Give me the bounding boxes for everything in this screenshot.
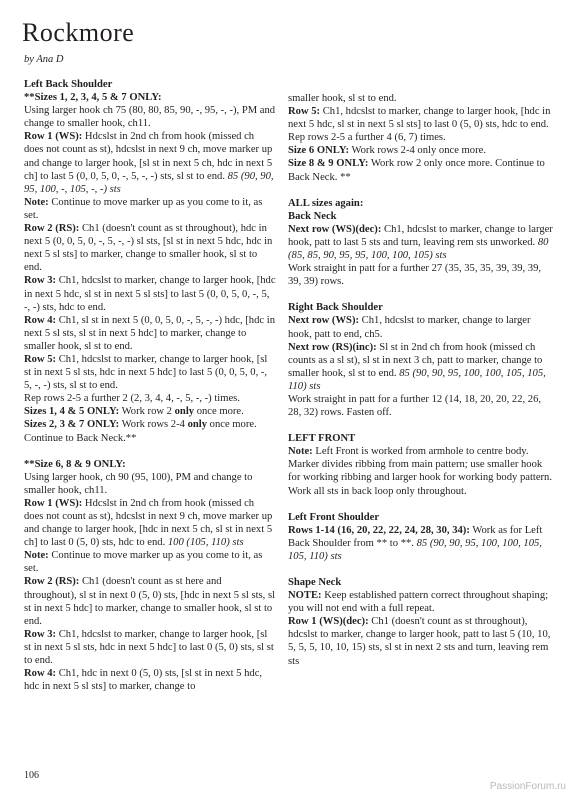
note-text: Continue to move marker up as you come to it, as set.	[24, 550, 263, 575]
spacer	[288, 563, 554, 576]
next-row	[288, 314, 554, 340]
row-text: Ch1, hdcslst to marker, change to larger hook, [hdc in next 5 hdc, sl st in next 5 sl sts] to last 0 (5, 0) sts, hdc to end.	[288, 106, 551, 131]
row-text: Hdcslst in 2nd ch from hook (missed ch does not count as st), hdcslst in next 9 ch, move marker up and change to larger hook, [sl st in next 5 ch, hdc in next 5 ch] to last 5 (0, 0, 5, 0, -, 5, -, -) sts, sl st to end.	[24, 131, 273, 182]
row-label: Next row (WS)(dec):	[288, 223, 382, 235]
size-label: Sizes 2, 3 & 7 ONLY:	[24, 419, 120, 431]
size-text: Work row 2 only once more. Continue to Back Neck. **	[288, 158, 545, 183]
stitch-count: 85 (90, 90, 95, 100, 100, 105, 105, 110) sts	[288, 367, 546, 392]
row-label: Row 3:	[24, 628, 57, 640]
size-instruction	[24, 405, 276, 418]
size-text: once more. Continue to Back Neck.**	[24, 419, 257, 444]
spacer	[24, 445, 276, 458]
note	[288, 589, 554, 615]
instruction: Using larger hook ch 75 (80, 80, 85, 90, -, 95, -, -), PM and change to smaller hook, ch11.	[24, 105, 276, 130]
row-text: Ch1 (doesn't count as st throughout), hdcslst to marker, change to larger hook, patt to last 5 (10, 10, 5, 5, 5, 10, 10, 15) sts, sl st in next 2 sts and turn, leaving rem sts	[288, 616, 551, 667]
row-4	[24, 667, 276, 693]
section-heading-shape-neck: Shape Neck	[288, 577, 342, 588]
row-3	[24, 628, 276, 667]
row-text: Ch1, hdcslst to marker, change to larger hook, [sl st in next 5 sl sts, hdc in next 5 hdc] to last 5 (0, 0, 5, 0, -, 5, -, -) sts, sl st to end.	[24, 353, 268, 392]
note	[288, 445, 554, 497]
size-text: Work rows 2-4	[119, 419, 188, 431]
size-instruction	[24, 418, 276, 444]
row-3	[24, 274, 276, 313]
row-5	[24, 353, 276, 392]
only-emphasis: only	[187, 419, 208, 431]
row-text: Ch1 (doesn't count as st throughout), hdc in next 5 (0, 0, 5, 0, -, 5, -, -) sl sts, [sl st in next 5 hdc, hdc in next 5 sl sts] to marker, change to smaller hook, sl st to end.	[24, 223, 273, 274]
row-text: Ch1, hdcslst to marker, change to larger hook, patt to end, ch5.	[288, 315, 531, 340]
note-label: Note:	[24, 196, 49, 208]
row-label: Row 2 (RS):	[24, 576, 80, 588]
section-heading-left-back-shoulder: Left Back Shoulder	[24, 79, 113, 90]
row-4	[24, 314, 276, 353]
row-label: Next row (RS)(inc):	[288, 341, 377, 353]
pattern-title: Rockmore	[22, 18, 135, 47]
row-text: Hdcslst in 2nd ch from hook (missed ch does not count as st), hdcslst in next 9 ch, move marker up and change to larger hook, [hdc in next 5 ch, sl st in next 5 ch] to last 0 (5, 0) sts, hdc to end.	[24, 497, 273, 549]
spacer	[288, 288, 554, 301]
row-2	[24, 222, 276, 274]
size-label: Size 8 & 9 ONLY:	[288, 158, 369, 170]
note-label: Note:	[288, 446, 313, 458]
row-1	[24, 497, 276, 549]
size-text: Work row 2	[119, 406, 175, 418]
row-1	[288, 615, 554, 667]
spacer	[288, 498, 554, 511]
stitch-count: 80 (85, 85, 90, 95, 95, 100, 100, 105) sts	[288, 236, 549, 262]
row-1	[24, 130, 276, 195]
left-column	[24, 78, 276, 693]
size-heading: **Size 6, 8 & 9 ONLY:	[24, 458, 126, 470]
spacer	[288, 184, 554, 197]
section-heading-right-back-shoulder: Right Back Shoulder	[288, 302, 383, 314]
section-heading-all-sizes: ALL sizes again:	[288, 197, 364, 209]
watermark: PassionForum.ru	[489, 781, 566, 792]
row-label: Row 3:	[24, 275, 57, 287]
row-2	[24, 575, 276, 627]
row-label: Row 1 (WS)(dec):	[288, 616, 369, 628]
note	[24, 549, 276, 575]
row-text: Ch1, sl st in next 5 (0, 0, 5, 0, -, 5, -, -) hdc, [hdc in next 5 sl sts, sl st in next 5 hdc] to marker, change to smaller hook, sl st to end.	[24, 314, 275, 352]
row-label: Row 2 (RS):	[24, 223, 80, 235]
right-column	[288, 92, 554, 668]
row-text: Ch1, hdcslst to marker, change to larger hook, patt to last 5 sts and turn, leaving rem sts unworked.	[288, 223, 553, 248]
only-emphasis: only	[174, 406, 195, 418]
stitch-count: 100 (105, 110) sts	[167, 537, 244, 549]
row-text: Ch1, hdcslst to marker, change to larger hook, [sl st in next 5 sl sts, hdc in next 5 hdc] to last 0 (5, 0) sts, sl st to end.	[24, 628, 274, 667]
row-text: Ch1 (doesn't count as st here and throughout), sl st in next 0 (5, 0) sts, [hdc in next 5 sl sts, sl st in next 5 hdc] to marker, change to smaller hook, sl st to end.	[24, 576, 276, 627]
section-heading-back-neck: Back Neck	[288, 210, 337, 222]
size-instruction	[288, 157, 554, 183]
size-label: Sizes 1, 4 & 5 ONLY:	[24, 406, 120, 418]
stitch-count: 85 (90, 90, 95, 100, -, 105, -, -) sts	[24, 170, 274, 195]
stitch-count: 85 (90, 90, 95, 100, 100, 105, 105, 110) sts	[288, 537, 542, 562]
row-5	[288, 105, 554, 131]
row-label: Row 1 (WS):	[24, 131, 83, 143]
note-text: Left Front is worked from armhole to centre body. Marker divides ribbing from main pattern; use smaller hook for working ribbing and larger hook for working body pattern. Work all sts in back loop only throughout.	[288, 446, 553, 497]
row-text: Sl st in 2nd ch from hook (missed ch counts as a sl st), sl st in next 3 ch, patt to marker, change to smaller hook, sl st to end.	[288, 341, 543, 379]
next-row	[288, 223, 554, 262]
size-instruction	[288, 144, 554, 157]
next-row	[288, 341, 554, 393]
work-straight: Work straight in patt for a further 12 (14, 18, 20, 20, 22, 26, 28, 32) rows. Fasten off.	[288, 393, 542, 419]
size-text: Work rows 2-4 only once more.	[349, 145, 486, 157]
row-text: Ch1, hdc in next 0 (5, 0) sts, [sl st in next 5 hdc, hdc in next 5 sl sts] to marker, change to	[24, 668, 263, 693]
section-heading-left-front-shoulder: Left Front Shoulder	[288, 511, 380, 523]
row-text: Work as for Left Back Shoulder from ** to **.	[288, 524, 543, 549]
work-straight: Work straight in patt for a further 27 (35, 35, 35, 39, 39, 39, 39, 39) rows.	[288, 263, 542, 288]
continued-text: smaller hook, sl st to end.	[288, 93, 397, 104]
row-label: Row 4:	[24, 668, 57, 680]
row-label: Rows 1-14 (16, 20, 22, 22, 24, 28, 30, 34):	[288, 524, 470, 536]
note-label: Note:	[24, 550, 49, 562]
section-heading-left-front: LEFT FRONT	[288, 433, 356, 445]
row-text: Ch1, hdcslst to marker, change to larger hook, [hdc in next 5 hdc, sl st in next 5 sl sts] to last 5 (0, 0, 5, 0, -, 5, -, -) sts, hdc to end.	[24, 275, 276, 313]
byline: by Ana D	[24, 54, 64, 65]
instruction: Using larger hook, ch 90 (95, 100), PM and change to smaller hook, ch11.	[24, 471, 253, 496]
row-label: Row 4:	[24, 314, 57, 326]
note-text: Keep established pattern correct throughout shaping; you will not end with a full repeat.	[288, 590, 549, 615]
note-label: NOTE:	[288, 590, 322, 602]
size-text: once more.	[194, 406, 244, 418]
note-text: Continue to move marker up as you come to it, as set.	[24, 196, 263, 221]
row-label: Row 5:	[24, 353, 57, 365]
row-label: Next row (WS):	[288, 315, 360, 327]
row-label: Row 5:	[288, 106, 321, 118]
note	[24, 196, 276, 222]
page-number: 106	[24, 770, 39, 781]
size-heading: **Sizes 1, 2, 3, 4, 5 & 7 ONLY:	[24, 92, 162, 104]
size-label: Size 6 ONLY:	[288, 145, 350, 157]
repeat-instruction: Rep rows 2-5 a further 4 (6, 7) times.	[288, 132, 446, 144]
repeat-instruction: Rep rows 2-5 a further 2 (2, 3, 4, 4, -, 5, -, -) times.	[24, 393, 240, 405]
row-label: Row 1 (WS):	[24, 497, 83, 509]
rows-range	[288, 524, 554, 563]
spacer	[288, 419, 554, 432]
